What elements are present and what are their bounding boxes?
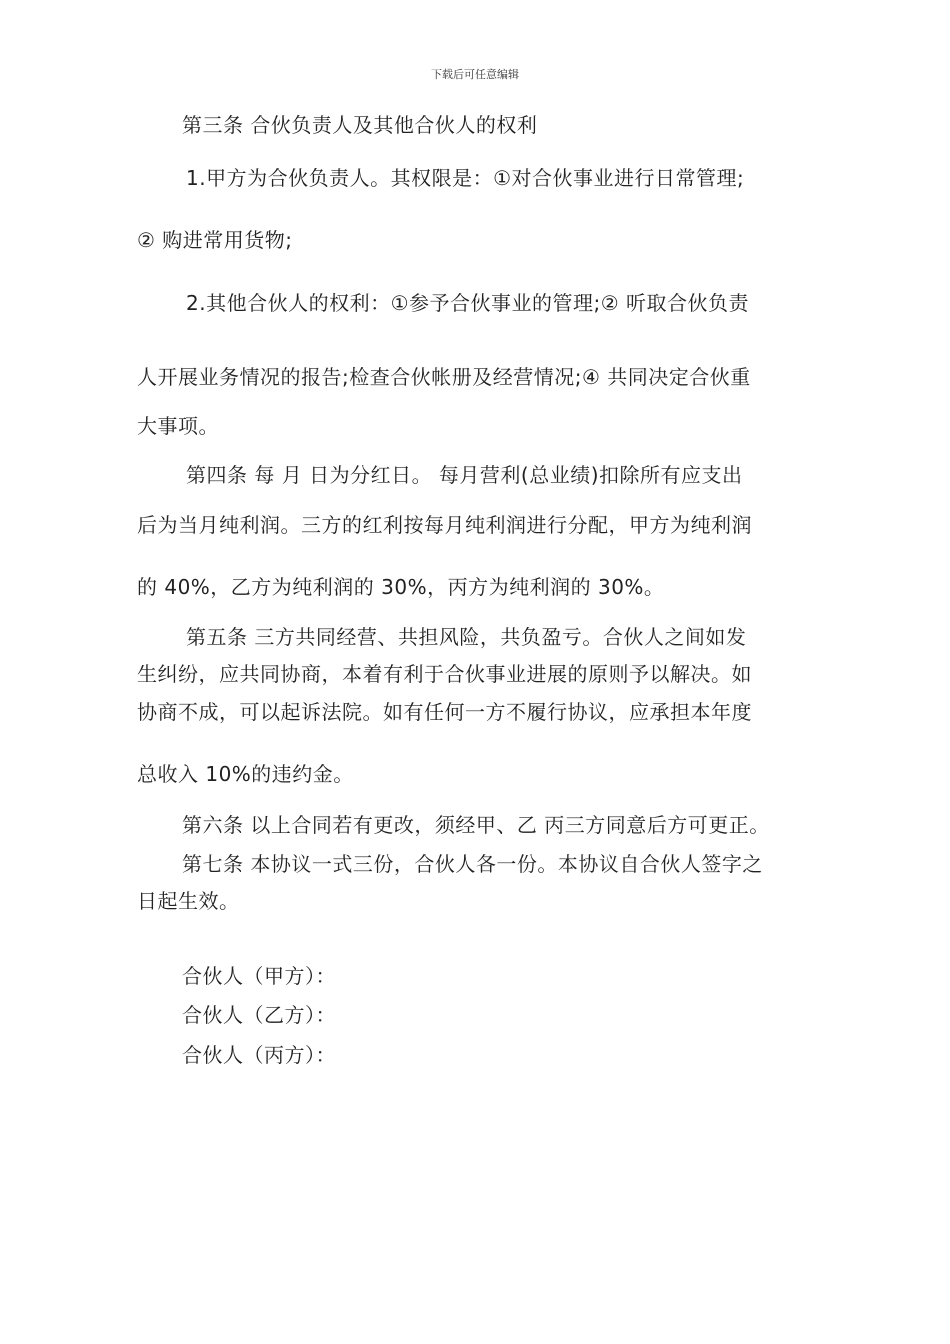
article-5-line-4: 总收入 10%的违约金。 [137, 762, 354, 786]
article-3-title: 第三条 合伙负责人及其他合伙人的权利 [182, 113, 538, 137]
article-3-item-2-line-2: 人开展业务情况的报告;检查合伙帐册及经营情况;④ 共同决定合伙重 [137, 365, 751, 389]
article-6-line-1: 第六条 以上合同若有更改，须经甲、乙 丙三方同意后方可更正。 [182, 813, 770, 837]
signature-party-b: 合伙人（乙方）： [182, 1003, 336, 1027]
article-4-line-1: 第四条 每 月 日为分红日。 每月营利(总业绩)扣除所有应支出 [186, 463, 743, 487]
article-4-line-3: 的 40%，乙方为纯利润的 30%，丙方为纯利润的 30%。 [137, 575, 665, 599]
article-3-item-2-line-1: 2.其他合伙人的权利：①参予合伙事业的管理;② 听取合伙负责 [186, 291, 750, 315]
article-5-line-2: 生纠纷，应共同协商，本着有利于合伙事业进展的原则予以解决。如 [137, 662, 752, 686]
page-header: 下载后可任意编辑 [431, 68, 519, 81]
article-5-line-3: 协商不成，可以起诉法院。如有任何一方不履行协议，应承担本年度 [137, 700, 752, 724]
article-3-item-1-line-2: ② 购进常用货物; [137, 228, 293, 252]
article-5-line-1: 第五条 三方共同经营、共担风险，共负盈亏。合伙人之间如发 [186, 625, 747, 649]
article-3-item-1-line-1: 1.甲方为合伙负责人。其权限是：①对合伙事业进行日常管理; [186, 166, 745, 190]
article-7-line-1: 第七条 本协议一式三份，合伙人各一份。本协议自合伙人签字之 [182, 852, 763, 876]
article-7-line-2: 日起生效。 [137, 889, 240, 913]
article-4-line-2: 后为当月纯利润。三方的红利按每月纯利润进行分配，甲方为纯利润 [137, 513, 752, 537]
article-3-item-2-line-3: 大事项。 [137, 414, 219, 438]
signature-party-a: 合伙人（甲方）： [182, 964, 336, 988]
signature-party-c: 合伙人（丙方）： [182, 1043, 336, 1067]
